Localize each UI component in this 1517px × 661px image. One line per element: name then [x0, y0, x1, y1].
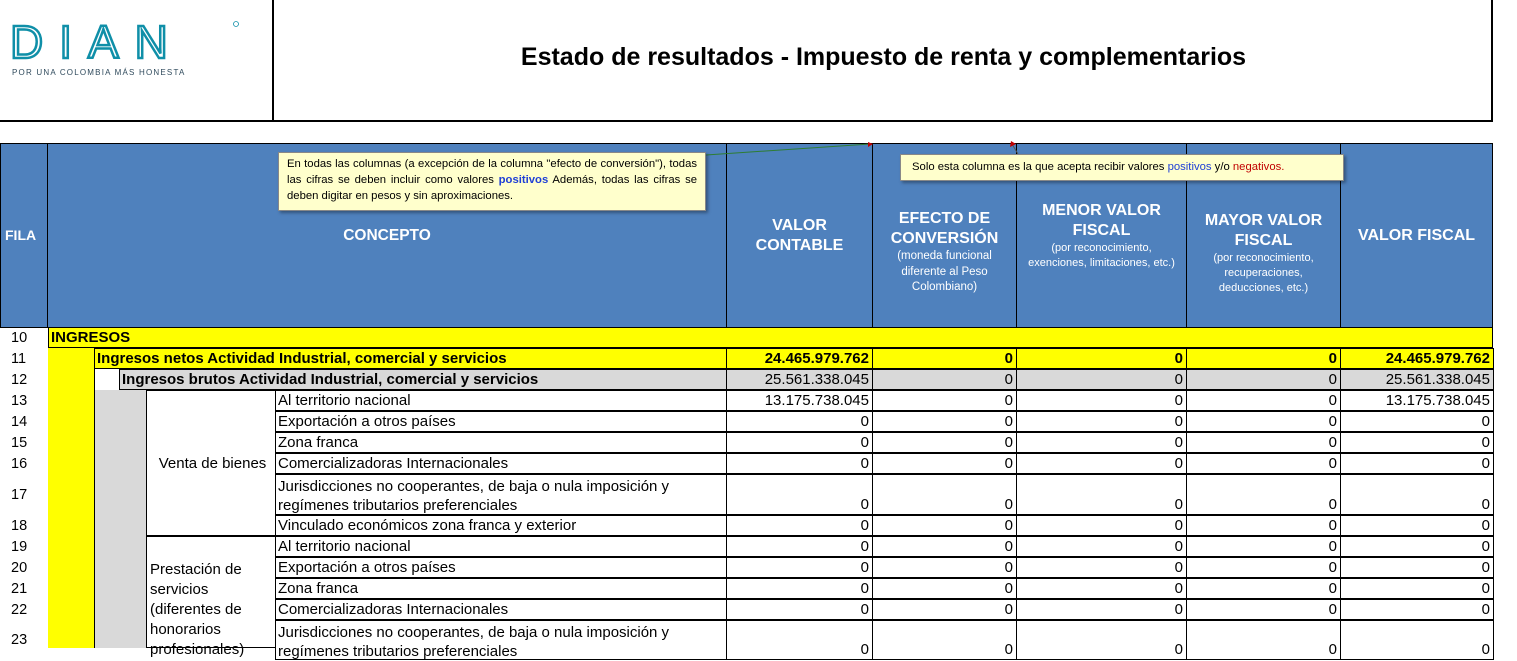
row-number: 18	[11, 517, 28, 534]
row-number: 17	[11, 486, 28, 503]
value-cell-valor-contable[interactable]: 0	[726, 411, 873, 432]
row-number: 10	[11, 329, 28, 346]
row-number: 14	[11, 413, 28, 430]
value-cell-valor-fiscal[interactable]: 13.175.738.045	[1340, 390, 1494, 411]
value-cell-menor-valor-fiscal[interactable]: 0	[1016, 515, 1187, 536]
value-cell-efecto-conversion[interactable]: 0	[872, 578, 1017, 599]
value-cell-menor-valor-fiscal[interactable]: 0	[1016, 599, 1187, 620]
indent-level-1	[48, 348, 95, 648]
value-cell-efecto-conversion[interactable]: 0	[872, 599, 1017, 620]
registered-icon	[234, 22, 239, 27]
value-cell-valor-contable[interactable]: 0	[726, 599, 873, 620]
value-cell-menor-valor-fiscal[interactable]: 0	[1016, 474, 1187, 515]
concept-cell: Ingresos netos Actividad Industrial, comercial y servicios	[94, 348, 727, 369]
value-cell-valor-contable[interactable]: 25.561.338.045	[726, 369, 873, 390]
value-cell-valor-contable[interactable]: 0	[726, 432, 873, 453]
value-cell-menor-valor-fiscal[interactable]: 0	[1016, 432, 1187, 453]
concept-cell: Ingresos brutos Actividad Industrial, comercial y servicios	[119, 369, 727, 390]
concept-cell: Vinculado económicos zona franca y exterior	[275, 515, 727, 536]
col-header-valor-contable: VALOR CONTABLE	[726, 143, 873, 328]
value-cell-valor-fiscal[interactable]: 0	[1340, 432, 1494, 453]
value-cell-menor-valor-fiscal[interactable]: 0	[1016, 411, 1187, 432]
value-cell-mayor-valor-fiscal[interactable]: 0	[1186, 557, 1341, 578]
page-title: Estado de resultados - Impuesto de renta y complementarios	[520, 42, 1247, 71]
value-cell-mayor-valor-fiscal[interactable]: 0	[1186, 578, 1341, 599]
col-header-concepto: CONCEPTO	[47, 143, 727, 328]
section-ingresos: INGRESOS	[48, 327, 1493, 348]
value-cell-menor-valor-fiscal[interactable]: 0	[1016, 390, 1187, 411]
logo-tagline: POR UNA COLOMBIA MÁS HONESTA	[12, 68, 186, 77]
value-cell-efecto-conversion[interactable]: 0	[872, 557, 1017, 578]
value-cell-menor-valor-fiscal[interactable]: 0	[1016, 348, 1187, 369]
value-cell-valor-contable[interactable]: 0	[726, 578, 873, 599]
concept-cell: Zona franca	[275, 578, 727, 599]
value-cell-valor-fiscal[interactable]: 0	[1340, 536, 1494, 557]
value-cell-mayor-valor-fiscal[interactable]: 0	[1186, 432, 1341, 453]
value-cell-valor-contable[interactable]: 0	[726, 515, 873, 536]
value-cell-mayor-valor-fiscal[interactable]: 0	[1186, 599, 1341, 620]
value-cell-valor-contable[interactable]: 24.465.979.762	[726, 348, 873, 369]
value-cell-mayor-valor-fiscal[interactable]: 0	[1186, 474, 1341, 515]
row-number: 11	[11, 350, 27, 367]
value-cell-valor-fiscal[interactable]: 0	[1340, 515, 1494, 536]
group-prestacion-servicios: Prestación de servicios (diferentes de honorarios profesionales)	[146, 536, 276, 648]
value-cell-menor-valor-fiscal[interactable]: 0	[1016, 536, 1187, 557]
indent-border	[94, 369, 95, 648]
value-cell-valor-contable[interactable]: 0	[726, 557, 873, 578]
concept-cell: Al territorio nacional	[275, 390, 727, 411]
row-number: 23	[11, 632, 28, 648]
value-cell-valor-fiscal[interactable]: 24.465.979.762	[1340, 348, 1494, 369]
row-number: 20	[11, 559, 28, 576]
logo-text: DIAN	[10, 16, 184, 68]
row-number: 16	[11, 455, 28, 472]
value-cell-efecto-conversion[interactable]: 0	[872, 369, 1017, 390]
value-cell-valor-fiscal[interactable]: 0	[1340, 557, 1494, 578]
concept-cell: Jurisdicciones no cooperantes, de baja o nula imposición y regímenes tributarios preferenciales	[275, 620, 727, 660]
concept-cell: Comercializadoras Internacionales	[275, 599, 727, 620]
value-cell-efecto-conversion[interactable]: 0	[872, 474, 1017, 515]
dian-logo	[10, 16, 240, 68]
indent-level-2	[94, 390, 120, 648]
row-number: 19	[11, 538, 28, 555]
value-cell-mayor-valor-fiscal[interactable]: 0	[1186, 620, 1341, 660]
col-header-fila: FILA	[0, 143, 48, 328]
value-cell-efecto-conversion[interactable]: 0	[872, 348, 1017, 369]
value-cell-efecto-conversion[interactable]: 0	[872, 390, 1017, 411]
value-cell-menor-valor-fiscal[interactable]: 0	[1016, 453, 1187, 474]
value-cell-efecto-conversion[interactable]: 0	[872, 620, 1017, 660]
value-cell-mayor-valor-fiscal[interactable]: 0	[1186, 453, 1341, 474]
group-venta-bienes: Venta de bienes	[146, 390, 276, 536]
comment-positive-values: En todas las columnas (a excepción de la columna "efecto de conversión"), todas las cifras se deben incluir como valores positivos Además, todas las cifras se deben digitar en pesos y sin aproximaciones.	[278, 152, 706, 211]
value-cell-mayor-valor-fiscal[interactable]: 0	[1186, 515, 1341, 536]
value-cell-efecto-conversion[interactable]: 0	[872, 515, 1017, 536]
concept-cell: Comercializadoras Internacionales	[275, 453, 727, 474]
col-header-valor-fiscal: VALOR FISCAL	[1340, 143, 1493, 328]
row-number: 22	[11, 601, 28, 618]
value-cell-efecto-conversion[interactable]: 0	[872, 536, 1017, 557]
col-header-mayor-valor-fiscal: MAYOR VALOR FISCAL (por reconocimiento, recuperaciones, deducciones, etc.)	[1186, 143, 1341, 328]
concept-cell: Zona franca	[275, 432, 727, 453]
value-cell-valor-fiscal[interactable]: 0	[1340, 453, 1494, 474]
value-cell-valor-fiscal[interactable]: 0	[1340, 578, 1494, 599]
value-cell-efecto-conversion[interactable]: 0	[872, 432, 1017, 453]
value-cell-efecto-conversion[interactable]: 0	[872, 411, 1017, 432]
concept-cell: Exportación a otros países	[275, 557, 727, 578]
concept-cell: Al territorio nacional	[275, 536, 727, 557]
row-number: 15	[11, 434, 28, 451]
value-cell-menor-valor-fiscal[interactable]: 0	[1016, 578, 1187, 599]
row-number: 21	[11, 580, 28, 597]
col-header-menor-valor-fiscal: MENOR VALOR FISCAL (por reconocimiento, exenciones, limitaciones, etc.)	[1016, 143, 1187, 328]
value-cell-valor-contable[interactable]: 13.175.738.045	[726, 390, 873, 411]
value-cell-valor-fiscal[interactable]: 0	[1340, 599, 1494, 620]
row-number: 12	[11, 371, 28, 388]
value-cell-valor-contable[interactable]: 0	[726, 453, 873, 474]
value-cell-menor-valor-fiscal[interactable]: 0	[1016, 369, 1187, 390]
row-number: 13	[11, 392, 28, 409]
value-cell-menor-valor-fiscal[interactable]: 0	[1016, 620, 1187, 660]
value-cell-mayor-valor-fiscal[interactable]: 0	[1186, 348, 1341, 369]
value-cell-valor-contable[interactable]: 0	[726, 474, 873, 515]
value-cell-valor-contable[interactable]: 0	[726, 536, 873, 557]
value-cell-valor-contable[interactable]: 0	[726, 620, 873, 660]
indent-level-3-fill	[119, 390, 147, 648]
value-cell-mayor-valor-fiscal[interactable]: 0	[1186, 411, 1341, 432]
value-cell-efecto-conversion[interactable]: 0	[872, 453, 1017, 474]
value-cell-mayor-valor-fiscal[interactable]: 0	[1186, 390, 1341, 411]
value-cell-mayor-valor-fiscal[interactable]: 0	[1186, 369, 1341, 390]
concept-cell: Jurisdicciones no cooperantes, de baja o nula imposición y regímenes tributarios preferenciales	[275, 474, 727, 515]
col-header-efecto-conversion: EFECTO DE CONVERSIÓN (moneda funcional diferente al Peso Colombiano)	[872, 143, 1017, 328]
value-cell-valor-fiscal[interactable]: 0	[1340, 411, 1494, 432]
value-cell-mayor-valor-fiscal[interactable]: 0	[1186, 536, 1341, 557]
value-cell-valor-fiscal[interactable]: 0	[1340, 474, 1494, 515]
comment-conversion-column: Solo esta columna es la que acepta recibir valores positivos y/o negativos.	[900, 154, 1344, 181]
value-cell-valor-fiscal[interactable]: 0	[1340, 620, 1494, 660]
concept-cell: Exportación a otros países	[275, 411, 727, 432]
value-cell-menor-valor-fiscal[interactable]: 0	[1016, 557, 1187, 578]
value-cell-valor-fiscal[interactable]: 25.561.338.045	[1340, 369, 1494, 390]
